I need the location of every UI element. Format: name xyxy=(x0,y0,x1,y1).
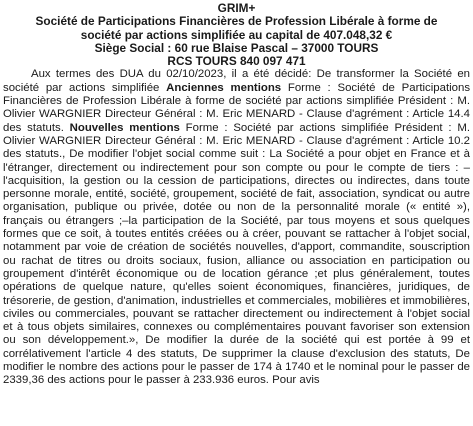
notice-body xyxy=(3,68,470,387)
company-registration: RCS TOURS 840 097 471 xyxy=(167,54,306,69)
new-mentions-label: Nouvelles mentions xyxy=(69,121,180,134)
company-description-line2: société par actions simplifiée au capital de 407.048,32 € xyxy=(80,27,393,42)
company-address: Siège Social : 60 rue Blaise Pascal – 37000 TOURS xyxy=(94,40,379,55)
old-mentions-label: Anciennes mentions xyxy=(166,81,282,94)
company-name: GRIM+ xyxy=(217,1,256,15)
body-text-intro: Aux termes des DUA du 02/10/2023, il a été décidé: De transformer la Société en société par actions simplifiée xyxy=(3,68,470,94)
body-text-old-mentions: Forme : Société de Participations Financières de Profession Libérale à forme de société par actions simplifiée Président : M. Olivier WARGNIER Directeur Général : M. Eric MENARD - Clause d'agrément : Article 14.4 des statuts. xyxy=(3,81,471,134)
company-description-line1: Société de Participations Financières de Profession Libérale à forme de xyxy=(35,14,438,29)
body-text-new-mentions: Forme : Société par actions simplifiée Président : M. Olivier WARGNIER Directeur Général : M. Eric MENARD - Clause d'agrément : Article 10.2 des statuts., De modifier l'objet social comme suit : La Société a pour objet en France et à l'étranger, directement ou indirectement pour son compte ou pour le compte de tiers : –l'acquisition, la gestion ou la cession de participations, directes ou indirectes, dans toute personne morale, entité, société, groupement, société de fait, association, syndicat ou autre organisation, publique ou privée, dotée ou non de la personnalité morale (« entité »), français ou étrangers ;–la participation de la Société, par tous moyens et sous quelques formes que ce soit, à toutes entités créées ou à créer, pouvant se rattacher à l'objet social, notamment par voie de création de sociétés nouvelles, d'apport, commandite, souscription ou rachat de titres ou droits sociaux, fusion, alliance ou association en participation ou groupement d'intérêt économique ou de location gérance ;et plus généralement, toutes opérations de quelque nature, qu'elles soient économiques, financières, juridiques, de trésorerie, de gestion, d'animation, industrielles et commerciales, mobilières et immobilières, civiles ou commerciales, pouvant se rattacher directement ou indirectement à l'objet social et à tous objets similaires, connexes ou complémentaires pouvant favoriser son extension ou son développement.», De modifier la durée de la société qui est portée à 99 et corrélativement l'article 4 des statuts, De supprimer la clause d'exclusion des statuts, De modifier le nombre des actions pour le passer de 174 à 1740 et le nominal pour le passer de 2339,36 des actions pour le passer à 233.936 euros. Pour avis xyxy=(3,121,470,387)
